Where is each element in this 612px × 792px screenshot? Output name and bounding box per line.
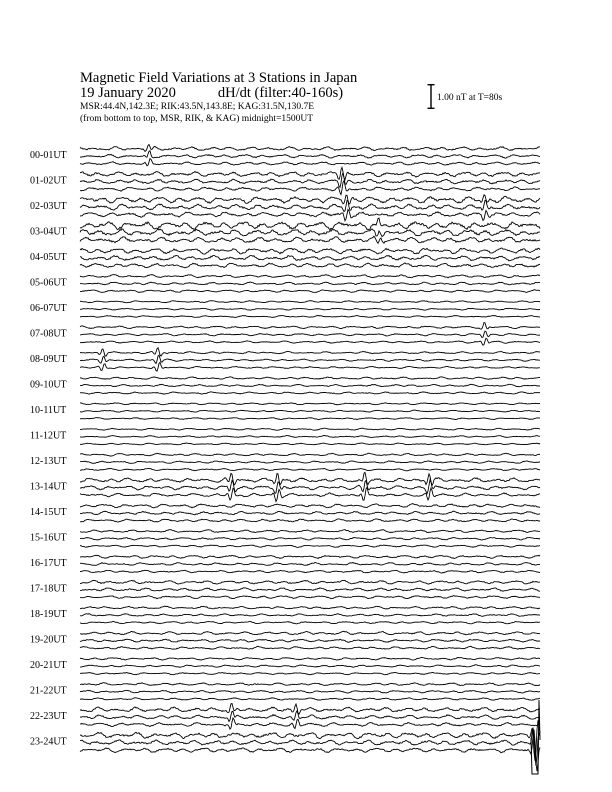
hour-label-01-02UT: 01-02UT — [30, 175, 67, 187]
trace-MSR-03-04UT — [80, 236, 540, 243]
trace-KAG-17-18UT — [80, 580, 540, 584]
hour-label-10-11UT: 10-11UT — [30, 405, 67, 416]
trace-KAG-14-15UT — [80, 504, 540, 508]
trace-MSR-21-22UT — [80, 698, 540, 701]
trace-KAG-21-22UT — [80, 683, 540, 686]
hour-label-16-17UT: 16-17UT — [30, 558, 67, 569]
trace-RIK-04-05UT — [80, 255, 540, 261]
trace-MSR-09-10UT — [80, 392, 540, 394]
trace-MSR-08-09UT — [80, 362, 540, 371]
hour-label-07-08UT: 07-08UT — [30, 328, 67, 340]
trace-KAG-13-14UT — [80, 472, 540, 485]
trace-KAG-22-23UT — [80, 703, 540, 714]
trace-RIK-03-04UT — [80, 229, 540, 237]
trace-RIK-20-21UT — [80, 665, 540, 668]
trace-MSR-22-23UT — [80, 718, 540, 729]
trace-RIK-13-14UT — [80, 480, 540, 494]
trace-KAG-07-08UT — [80, 323, 540, 330]
trace-KAG-09-10UT — [80, 377, 540, 380]
trace-MSR-15-16UT — [80, 545, 540, 547]
trace-KAG-10-11UT — [80, 403, 540, 405]
trace-RIK-11-12UT — [80, 435, 540, 437]
hour-label-05-06UT: 05-06UT — [30, 277, 67, 289]
trace-RIK-08-09UT — [80, 355, 540, 363]
hour-label-20-21UT: 20-21UT — [30, 660, 67, 671]
trace-MSR-12-13UT — [80, 468, 540, 470]
trace-MSR-19-20UT — [80, 646, 540, 649]
trace-KAG-00-01UT — [80, 145, 540, 152]
trace-KAG-01-02UT — [80, 167, 540, 179]
hour-label-11-12UT: 11-12UT — [30, 430, 67, 442]
quantity-text: dH/dt (filter:40-160s) — [217, 85, 344, 101]
trace-RIK-00-01UT — [80, 151, 540, 158]
hour-label-02-03UT: 02-03UT — [30, 201, 67, 212]
trace-RIK-06-07UT — [80, 308, 540, 310]
trace-MSR-11-12UT — [80, 443, 540, 445]
trace-MSR-14-15UT — [80, 519, 540, 522]
trace-MSR-10-11UT — [80, 418, 540, 420]
trace-MSR-20-21UT — [80, 672, 540, 674]
trace-KAG-05-06UT — [80, 275, 540, 278]
trace-KAG-12-13UT — [80, 453, 540, 456]
trace-KAG-08-09UT — [80, 348, 540, 356]
trace-KAG-20-21UT — [80, 657, 540, 660]
trace-RIK-10-11UT — [80, 410, 540, 412]
hour-label-21-22UT: 21-22UT — [30, 685, 67, 697]
trace-MSR-04-05UT — [80, 263, 540, 268]
hour-label-12-13UT: 12-13UT — [30, 456, 67, 467]
trace-RIK-12-13UT — [80, 461, 540, 464]
hour-label-15-16UT: 15-16UT — [30, 532, 67, 544]
hour-label-06-07UT: 06-07UT — [30, 303, 67, 314]
trace-RIK-19-20UT — [80, 639, 540, 642]
hour-label-19-20UT: 19-20UT — [30, 634, 67, 646]
trace-MSR-06-07UT — [80, 315, 540, 317]
trace-RIK-09-10UT — [80, 384, 540, 386]
trace-RIK-16-17UT — [80, 562, 540, 565]
hour-label-18-19UT: 18-19UT — [30, 609, 67, 620]
hour-label-09-10UT: 09-10UT — [30, 379, 67, 391]
trace-RIK-22-23UT — [80, 711, 540, 722]
trace-KAG-02-03UT — [80, 195, 540, 204]
scale-label: 1.00 nT at T=80s — [437, 93, 503, 103]
station-coordinates: MSR:44.4N,142.3E; RIK:43.5N,143.8E; KAG:31.5N,130.7E — [80, 102, 315, 112]
trace-MSR-02-03UT — [80, 209, 540, 220]
trace-RIK-14-15UT — [80, 511, 540, 515]
hour-label-22-23UT: 22-23UT — [30, 711, 67, 722]
trace-KAG-19-20UT — [80, 631, 540, 635]
trace-KAG-18-19UT — [80, 606, 540, 609]
trace-RIK-15-16UT — [80, 537, 540, 540]
hour-label-08-09UT: 08-09UT — [30, 354, 67, 365]
trace-MSR-05-06UT — [80, 290, 540, 293]
hour-label-03-04UT: 03-04UT — [30, 226, 67, 238]
trace-MSR-16-17UT — [80, 570, 540, 573]
hour-label-13-14UT: 13-14UT — [30, 481, 67, 493]
trace-KAG-11-12UT — [80, 428, 540, 430]
trace-KAG-16-17UT — [80, 555, 540, 558]
trace-RIK-21-22UT — [80, 690, 540, 693]
trace-RIK-18-19UT — [80, 614, 540, 617]
station-order-note: (from bottom to top, MSR, RIK, & KAG) midnight=1500UT — [80, 114, 314, 124]
chart-title: Magnetic Field Variations at 3 Stations in Japan — [80, 70, 358, 86]
hour-label-14-15UT: 14-15UT — [30, 507, 67, 518]
trace-RIK-07-08UT — [80, 331, 540, 337]
trace-MSR-17-18UT — [80, 596, 540, 599]
hour-label-00-01UT: 00-01UT — [30, 150, 67, 161]
trace-RIK-17-18UT — [80, 588, 540, 592]
hour-label-23-24UT: 23-24UT — [30, 736, 67, 748]
trace-KAG-03-04UT — [80, 218, 540, 230]
trace-KAG-06-07UT — [80, 301, 540, 303]
trace-MSR-23-24UT — [80, 730, 540, 772]
trace-KAG-15-16UT — [80, 530, 540, 533]
date-text: 19 January 2020 — [80, 85, 176, 101]
trace-MSR-18-19UT — [80, 622, 540, 624]
trace-MSR-07-08UT — [80, 338, 540, 345]
hour-label-04-05UT: 04-05UT — [30, 252, 67, 263]
trace-KAG-04-05UT — [80, 248, 540, 254]
hour-label-17-18UT: 17-18UT — [30, 583, 67, 595]
trace-MSR-00-01UT — [80, 159, 540, 166]
trace-RIK-05-06UT — [80, 282, 540, 285]
